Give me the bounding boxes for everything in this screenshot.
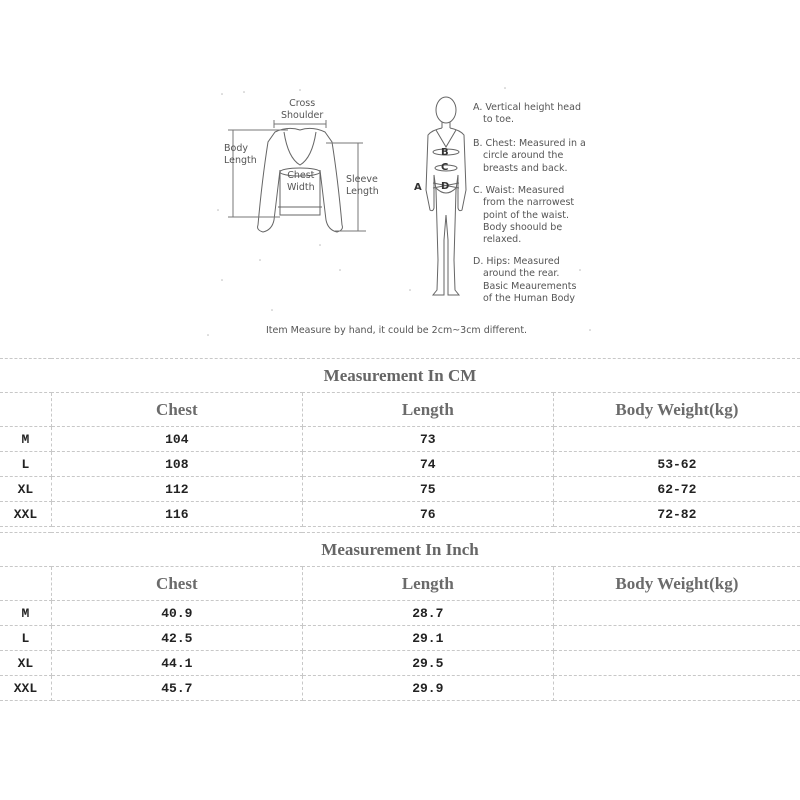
label-line: Shoulder (281, 110, 324, 121)
table-title: Measurement In CM (0, 359, 800, 393)
note-d (473, 256, 576, 305)
size-cell: M (0, 601, 51, 626)
note-c (473, 185, 574, 246)
header-chest: Chest (51, 567, 302, 601)
measurement-disclaimer: Item Measure by hand, it could be 2cm~3cm different. (266, 325, 528, 336)
chest-cell: 44.1 (51, 651, 302, 676)
label-line: Length (224, 155, 257, 166)
measurement-diagram (200, 80, 600, 350)
label-sleeve-length (346, 174, 379, 198)
chest-cell: 108 (51, 452, 302, 477)
size-cell: XXL (0, 676, 51, 701)
body-letter-c: C (441, 162, 449, 173)
note-line: C. Waist: Measured (473, 185, 565, 196)
chest-cell: 104 (51, 427, 302, 452)
note-line: circle around the (483, 150, 564, 162)
length-cell: 29.5 (302, 651, 553, 676)
table-row (0, 626, 800, 651)
header-size (0, 393, 51, 427)
table-row (0, 651, 800, 676)
note-line: around the rear. (483, 268, 560, 280)
note-line: breasts and back. (483, 162, 568, 174)
weight-cell (553, 676, 800, 701)
label-line: Length (346, 186, 379, 197)
label-line: Width (287, 182, 315, 193)
header-size (0, 567, 51, 601)
body-letter-d: D (441, 181, 450, 192)
size-cell: L (0, 626, 51, 651)
table-row (0, 427, 800, 452)
header-length: Length (302, 393, 553, 427)
weight-cell: 62-72 (553, 477, 800, 502)
table-header-row (0, 567, 800, 601)
length-cell: 28.7 (302, 601, 553, 626)
note-line: Basic Meaurements (483, 280, 577, 292)
size-cell: XXL (0, 502, 51, 527)
size-table-cm (0, 358, 800, 527)
note-line: A. Vertical height head (473, 102, 581, 113)
table-header-row (0, 393, 800, 427)
size-cell: L (0, 452, 51, 477)
body-letter-a: A (414, 182, 422, 193)
label-line: Body (224, 143, 248, 154)
header-body-weight: Body Weight(kg) (553, 567, 800, 601)
chest-cell: 45.7 (51, 676, 302, 701)
length-cell: 29.9 (302, 676, 553, 701)
size-cell: XL (0, 477, 51, 502)
label-cross-shoulder (281, 98, 323, 122)
header-length: Length (302, 567, 553, 601)
note-line: to toe. (483, 114, 514, 126)
size-table-inch (0, 532, 800, 701)
header-chest: Chest (51, 393, 302, 427)
table-row (0, 601, 800, 626)
note-line: of the Human Body (483, 292, 576, 304)
note-line: B. Chest: Measured in a (473, 138, 586, 149)
size-cell: M (0, 427, 51, 452)
note-line: Body shoould be (483, 221, 563, 233)
note-line: relaxed. (483, 234, 522, 246)
weight-cell: 72-82 (553, 502, 800, 527)
label-chest-width (287, 170, 315, 194)
length-cell: 75 (302, 477, 553, 502)
length-cell: 29.1 (302, 626, 553, 651)
header-body-weight: Body Weight(kg) (553, 393, 800, 427)
chest-cell: 40.9 (51, 601, 302, 626)
label-line: Sleeve (346, 174, 378, 185)
weight-cell (553, 427, 800, 452)
label-line: Chest (287, 170, 315, 181)
length-cell: 74 (302, 452, 553, 477)
note-line: D. Hips: Measured (473, 256, 560, 267)
human-body-sketch (426, 97, 466, 295)
chest-cell: 116 (51, 502, 302, 527)
body-letter-b: B (441, 147, 449, 158)
note-b (473, 138, 586, 175)
table-row (0, 502, 800, 527)
size-cell: XL (0, 651, 51, 676)
table-row (0, 477, 800, 502)
chest-cell: 42.5 (51, 626, 302, 651)
label-line: Cross (289, 98, 316, 109)
table-row (0, 676, 800, 701)
note-line: point of the waist. (483, 209, 569, 221)
weight-cell (553, 601, 800, 626)
weight-cell: 53-62 (553, 452, 800, 477)
weight-cell (553, 651, 800, 676)
label-body-length (224, 143, 257, 167)
length-cell: 73 (302, 427, 553, 452)
note-a (473, 102, 581, 127)
weight-cell (553, 626, 800, 651)
table-title: Measurement In Inch (0, 533, 800, 567)
chest-cell: 112 (51, 477, 302, 502)
table-row (0, 452, 800, 477)
note-line: from the narrowest (483, 197, 575, 209)
length-cell: 76 (302, 502, 553, 527)
